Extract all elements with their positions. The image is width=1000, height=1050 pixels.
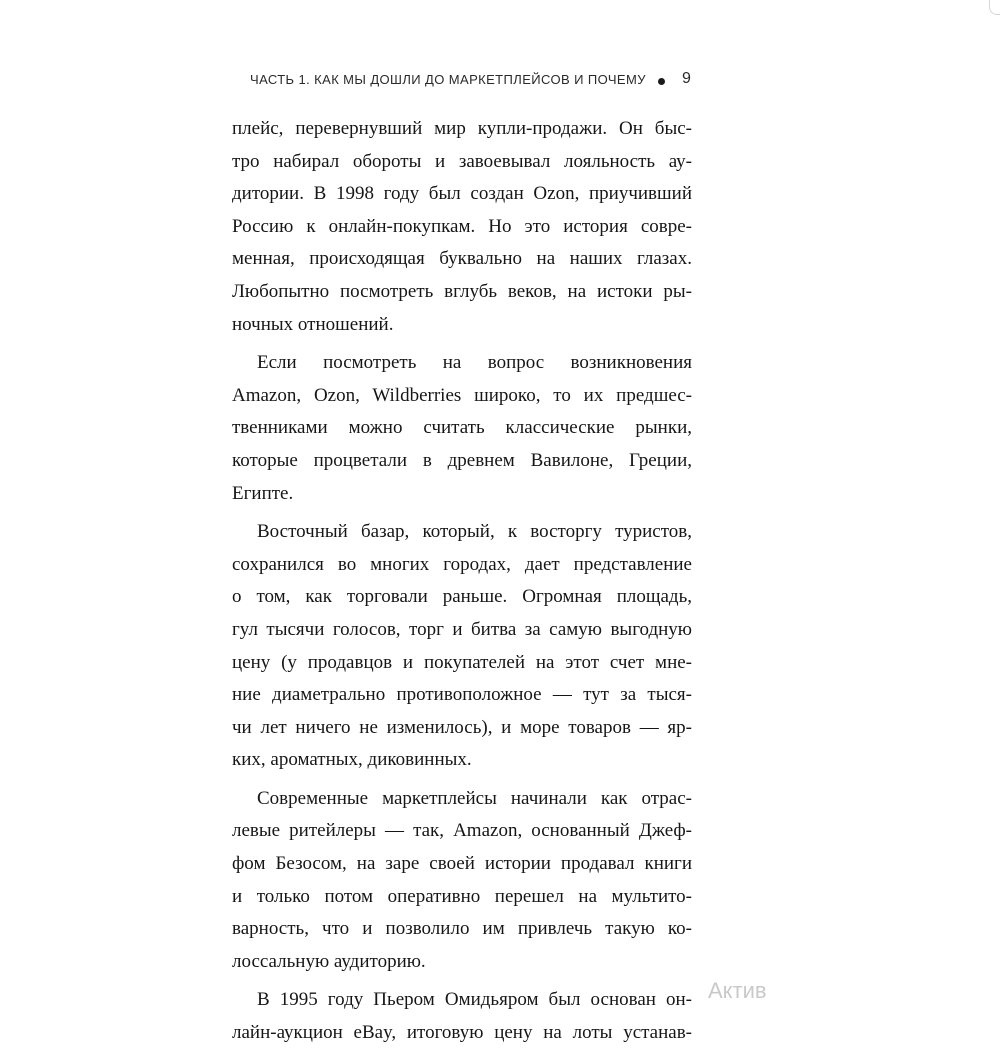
text-line: дитории. В 1998 году был создан Ozon, приучивший: [232, 183, 692, 205]
chapter-title: ЧАСТЬ 1. КАК МЫ ДОШЛИ ДО МАРКЕТПЛЕЙСОВ И ПОЧЕМУ: [250, 72, 646, 87]
text-line: Amazon, Ozon, Wildberries широко, то их предшес-: [232, 384, 692, 406]
text-line: о том, как торговали раньше. Огромная площадь,: [232, 586, 692, 608]
paragraph: [232, 113, 692, 341]
text-line: тро набирал обороты и завоевывал лояльность ау-: [232, 150, 692, 172]
text-line: ночных отношений.: [232, 313, 394, 335]
text-line: лоссальную аудиторию.: [232, 950, 426, 972]
text-line: плейс, перевернувший мир купли-продажи. Он быс-: [232, 118, 692, 139]
text-line: Любопытно посмотреть вглубь веков, на истоки ры-: [232, 280, 692, 302]
text-line: Если посмотреть на вопрос возникновения: [257, 352, 692, 374]
paragraph: [232, 516, 692, 777]
text-line: менная, происходящая буквально на наших глазах.: [232, 248, 692, 270]
running-header: [250, 72, 700, 92]
text-line: цену (у продавцов и покупателей на этот счет мне-: [232, 651, 692, 673]
text-line: левые ритейлеры — так, Amazon, основанный Джеф-: [232, 820, 692, 842]
text-line: гул тысячи голосов, торг и битва за самую выгодную: [232, 618, 692, 640]
body-text: [232, 113, 692, 1050]
text-line: и только потом оперативно перешел на мультито-: [232, 885, 692, 907]
paragraph: [232, 347, 692, 510]
corner-mark: [989, 0, 1000, 15]
text-line: которые процветали в древнем Вавилоне, Греции,: [232, 449, 692, 471]
text-line: В 1995 году Пьером Омидьяром был основан он-: [257, 989, 692, 1011]
text-line: Восточный базар, который, к восторгу туристов,: [257, 521, 692, 543]
text-line: ние диаметрально противоположное — тут за тыся-: [232, 684, 692, 706]
text-line: варность, что и позволило им привлечь такую ко-: [232, 918, 692, 940]
text-line: Россию к онлайн-покупкам. Но это история совре-: [232, 215, 692, 237]
paragraph: [232, 984, 692, 1049]
paragraph: [232, 783, 692, 979]
text-line: ких, ароматных, диковинных.: [232, 749, 472, 771]
page-number: 9: [682, 70, 692, 87]
text-line: фом Безосом, на заре своей истории продавал книги: [232, 853, 692, 875]
bullet-dot: [658, 78, 665, 85]
text-line: Современные маркетплейсы начинали как отрас-: [257, 787, 692, 809]
text-line: сохранился во многих городах, дает представление: [232, 553, 692, 575]
activation-watermark: Актив: [708, 978, 767, 1003]
text-line: лайн-аукцион eBay, итоговую цену на лоты устанав-: [232, 1022, 692, 1044]
text-line: Египте.: [232, 482, 294, 504]
text-line: твенниками можно считать классические рынки,: [232, 417, 692, 439]
text-line: чи лет ничего не изменилось), и море товаров — яр-: [232, 716, 692, 738]
